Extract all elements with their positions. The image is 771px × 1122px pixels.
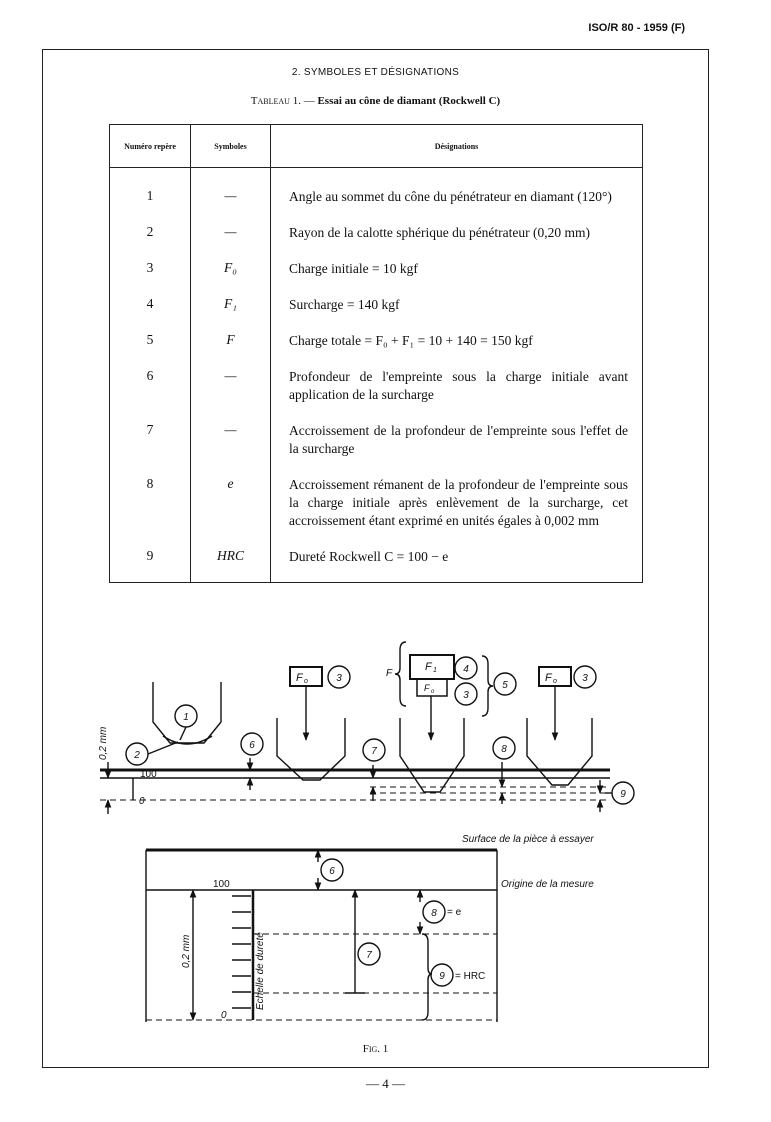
f0-subscript: o bbox=[553, 678, 557, 685]
mark-100-bottom: 100 bbox=[213, 879, 230, 890]
table-caption-label: Tableau 1. — bbox=[250, 95, 315, 107]
f0-subscript: o bbox=[304, 678, 308, 685]
callout-6: 6 bbox=[329, 866, 335, 877]
callout-3: 3 bbox=[582, 673, 588, 684]
row-number: 7 bbox=[110, 416, 191, 470]
callout-2: 2 bbox=[134, 750, 140, 761]
mark-0-top: 0 bbox=[139, 796, 145, 807]
mark-0-bottom: 0 bbox=[221, 1010, 227, 1021]
callout-8: 8 bbox=[431, 908, 437, 919]
equals-e-label: = e bbox=[447, 907, 462, 918]
hardness-scale-label: Echelle de dureté bbox=[255, 932, 266, 1010]
column-header: Désignations bbox=[271, 125, 643, 168]
page-number: — 4 — bbox=[366, 1076, 405, 1091]
callout-6: 6 bbox=[249, 740, 255, 751]
f0-label: F bbox=[424, 683, 430, 693]
row-symbol: F bbox=[191, 326, 271, 362]
f1-subscript: 1 bbox=[433, 667, 437, 674]
row-symbol: F₁ bbox=[191, 290, 271, 326]
callout-7: 7 bbox=[371, 746, 377, 757]
row-designation: Surcharge = 140 kgf bbox=[289, 297, 400, 312]
row-number: 1 bbox=[110, 168, 191, 219]
row-designation: Accroissement rémanent de la profondeur de l'empreinte sous la charge initiale après enlèvement de la surcharge, cet accroissement étant exprimé en unités égales à 0,002 mm bbox=[289, 477, 628, 528]
equals-hrc-label: = HRC bbox=[455, 971, 486, 982]
row-number: 5 bbox=[110, 326, 191, 362]
row-number: 9 bbox=[110, 542, 191, 583]
row-number: 2 bbox=[110, 218, 191, 254]
row-symbol: HRC bbox=[191, 542, 271, 583]
f0-label: F bbox=[545, 672, 552, 684]
row-symbol: — bbox=[191, 416, 271, 470]
mark-100-top: 100 bbox=[140, 769, 157, 780]
row-designation: Charge initiale = 10 kgf bbox=[289, 261, 418, 276]
document-reference: ISO/R 80 - 1959 (F) bbox=[588, 22, 685, 34]
row-designation: Accroissement de la profondeur de l'empreinte sous l'effet de la surcharge bbox=[289, 423, 628, 456]
column-header: Numéro repère bbox=[110, 125, 191, 168]
callout-9: 9 bbox=[620, 789, 626, 800]
row-symbol: e bbox=[191, 470, 271, 542]
callout-7: 7 bbox=[366, 950, 372, 961]
row-symbol: — bbox=[191, 168, 271, 219]
total-load-label: F bbox=[386, 668, 393, 679]
callout-8: 8 bbox=[501, 744, 507, 755]
f0-label: F bbox=[296, 672, 303, 684]
callout-9: 9 bbox=[439, 971, 445, 982]
section-title: 2. SYMBOLES ET DÉSIGNATIONS bbox=[291, 67, 460, 78]
callout-3: 3 bbox=[336, 673, 342, 684]
row-number: 8 bbox=[110, 470, 191, 542]
row-number: 3 bbox=[110, 254, 191, 290]
row-number: 6 bbox=[110, 362, 191, 416]
row-symbol: — bbox=[191, 218, 271, 254]
surface-label: Surface de la pièce à essayer bbox=[462, 834, 594, 845]
row-designation: Angle au sommet du cône du pénétrateur en diamant (120°) bbox=[289, 189, 612, 204]
row-symbol: — bbox=[191, 362, 271, 416]
callout-5: 5 bbox=[502, 680, 508, 691]
figure-caption: Fig. 1 bbox=[362, 1043, 389, 1055]
f0-subscript: o bbox=[431, 689, 435, 695]
f1-label: F bbox=[425, 661, 432, 673]
row-designation: Dureté Rockwell C = 100 − e bbox=[289, 549, 449, 564]
column-header: Symboles bbox=[191, 125, 271, 168]
origin-label: Origine de la mesure bbox=[501, 879, 594, 890]
callout-3: 3 bbox=[463, 690, 469, 701]
callout-1: 1 bbox=[183, 712, 189, 723]
callout-4: 4 bbox=[463, 664, 469, 675]
row-designation: Profondeur de l'empreinte sous la charge initiale avant application de la surcharge bbox=[289, 369, 628, 402]
mm-label-top: 0,2 mm bbox=[98, 726, 109, 760]
row-symbol: F₀ bbox=[191, 254, 271, 290]
row-designation: Rayon de la calotte sphérique du pénétrateur (0,20 mm) bbox=[289, 225, 591, 240]
row-number: 4 bbox=[110, 290, 191, 326]
row-designation: Charge totale = F₀ + F₁ = 10 + 140 = 150 kgf bbox=[289, 333, 533, 348]
mm-label-bottom: 0,2 mm bbox=[181, 934, 192, 968]
table-caption-title: Essai au cône de diamant (Rockwell C) bbox=[317, 95, 501, 107]
